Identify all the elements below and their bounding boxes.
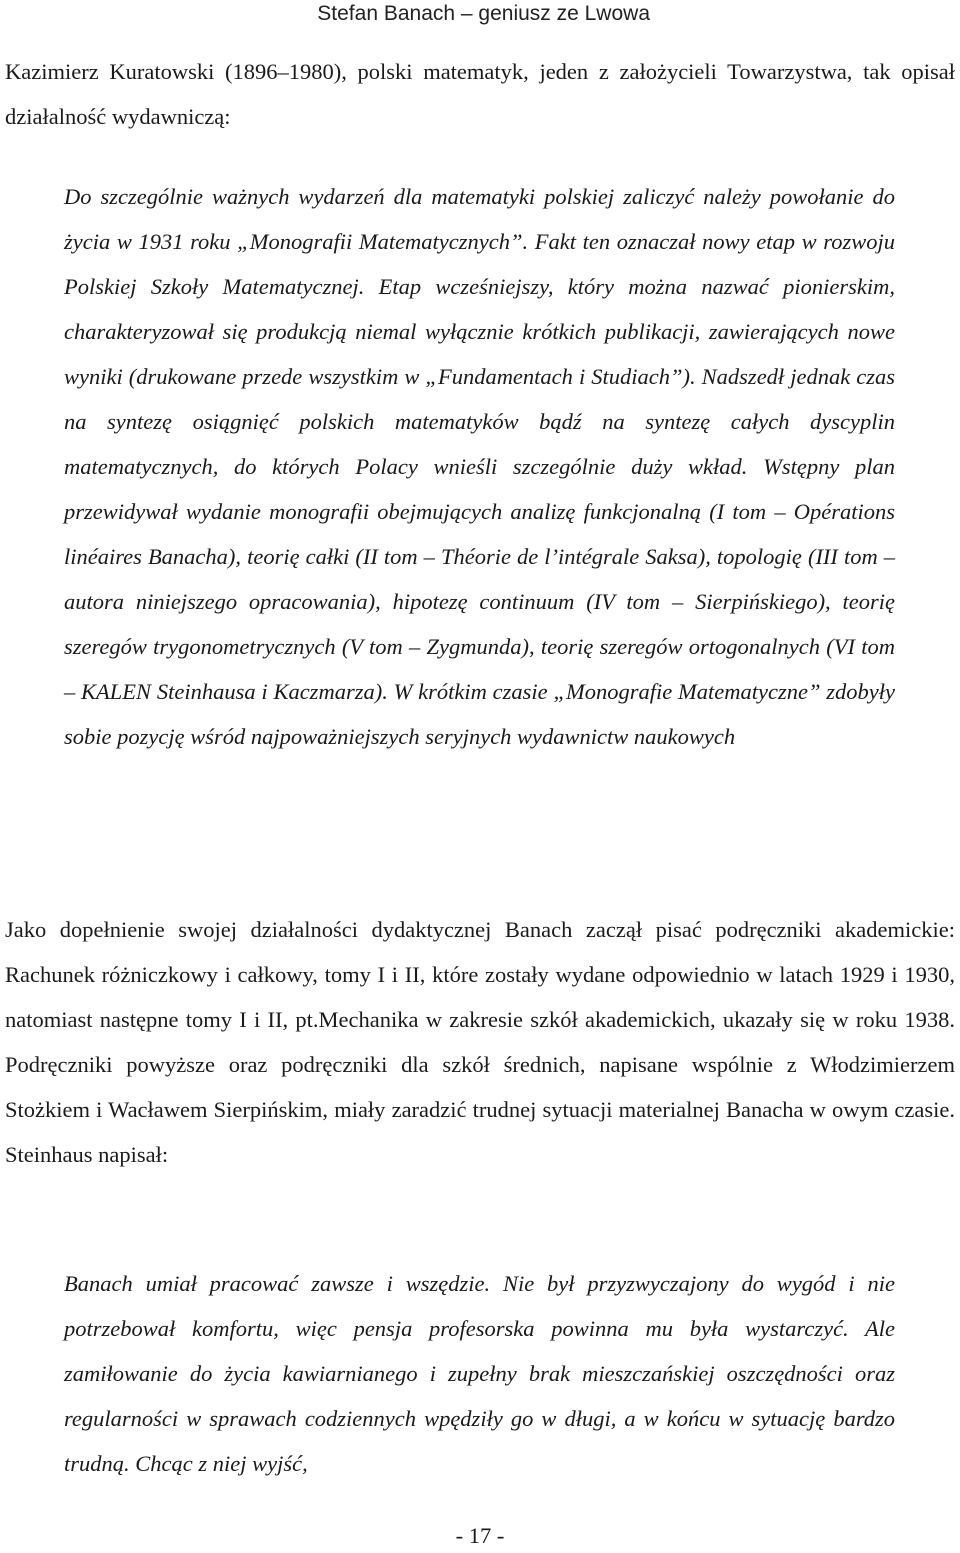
running-header: Stefan Banach – geniusz ze Lwowa <box>317 2 650 25</box>
kuratowski-quote: Do szczególnie ważnych wydarzeń dla matematyki polskiej zaliczyć należy powołanie do życia w 1931 roku „Monografii Matematycznych”. Fakt ten oznaczał nowy etap w rozwoju Polskiej Szkoły Matematycznej. Etap wcześniejszy, który można nazwać pionierskim, charakteryzował się produkcją niemal wyłącznie krótkich publikacji, zawierających nowe wyniki (drukowane przede wszystkim w „Fundamentach i Studiach”). Nadszedł jednak czas na syntezę osiągnięć polskich matematyków bądź na syntezę całych dyscyplin matematycznych, do których Polacy wnieśli szczególnie duży wkład. Wstępny plan przewidywał wydanie monografii obejmujących analizę funkcjonalną (I tom – Opérations linéaires Banacha), teorię całki (II tom – Théorie de l’intégrale Saksa), topologię (III tom – autora niniejszego opracowania), hipotezę continuum (IV tom – Sierpińskiego), teorię szeregów trygonometrycznych (V tom – Zygmunda), teorię szeregów ortogonalnych (VI tom – KALEN Steinhausa i Kaczmarza). W krótkim czasie „Monografie Matematyczne” zdobyły sobie pozycję wśród najpoważniejszych seryjnych wydawnictw naukowych <box>64 184 895 749</box>
intro-paragraph: Kazimierz Kuratowski (1896–1980), polski matematyk, jeden z założycieli Towarzystwa, tak opisał działalność wydawniczą: <box>5 59 955 129</box>
steinhaus-quote: Banach umiał pracować zawsze i wszędzie. Nie był przyzwyczajony do wygód i nie potrzebował komfortu, więc pensja profesorska powinna mu była wystarczyć. Ale zamiłowanie do życia kawiarnianego i zupełny brak mieszczańskiej oszczędności oraz regularności w sprawach codziennych wpędziły go w długi, a w końcu w sytuację bardzo trudną. Chcąc z niej wyjść, <box>64 1271 895 1476</box>
body-paragraph: Jako dopełnienie swojej działalności dydaktycznej Banach zaczął pisać podręczniki akademickie: Rachunek różniczkowy i całkowy, tomy I i II, które zostały wydane odpowiednio w latach 1929 i 1930, natomiast następne tomy I i II, pt.Mechanika w zakresie szkół akademickich, ukazały się w roku 1938. Podręczniki powyższe oraz podręczniki dla szkół średnich, napisane wspólnie z Włodzimierzem Stożkiem i Wacławem Sierpińskim, miały zaradzić trudnej sytuacji materialnej Banacha w owym czasie. Steinhaus napisał: <box>5 917 955 1167</box>
page-number: - 17 - <box>455 1523 505 1548</box>
